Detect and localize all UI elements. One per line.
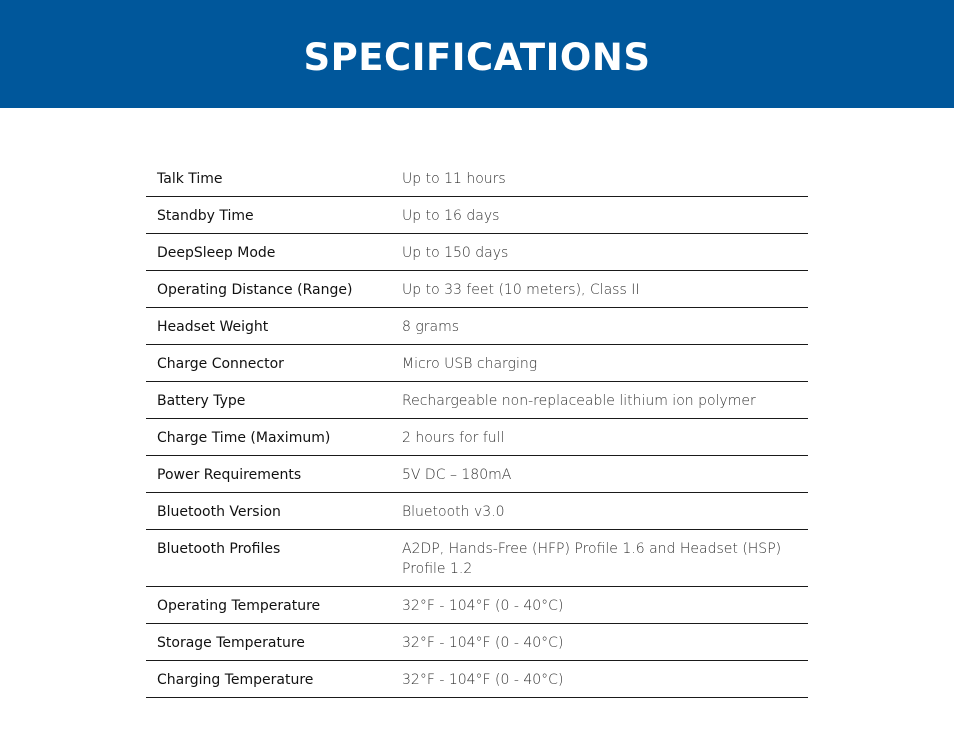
spec-value: 32°F - 104°F (0 - 40°C) xyxy=(402,598,564,614)
spec-value: 32°F - 104°F (0 - 40°C) xyxy=(402,672,564,688)
spec-label: Battery Type xyxy=(157,393,246,409)
spec-row-standby-time xyxy=(146,197,808,234)
spec-row-bluetooth-version xyxy=(146,493,808,530)
spec-value: Up to 11 hours xyxy=(402,171,506,187)
spec-value: 8 grams xyxy=(402,319,460,335)
spec-row-talk-time xyxy=(146,162,808,197)
spec-row-operating-distance xyxy=(146,271,808,308)
spec-label: Charging Temperature xyxy=(157,672,314,688)
spec-value: Up to 150 days xyxy=(402,245,509,261)
spec-row-charging-temperature xyxy=(146,661,808,698)
spec-value: 2 hours for full xyxy=(402,430,505,446)
spec-value: Up to 16 days xyxy=(402,208,500,224)
spec-value: Bluetooth v3.0 xyxy=(402,504,505,520)
spec-label: Standby Time xyxy=(157,208,254,224)
spec-label: Charge Time (Maximum) xyxy=(157,430,331,446)
spec-label: DeepSleep Mode xyxy=(157,245,276,261)
header-banner xyxy=(0,0,954,108)
spec-row-charge-time xyxy=(146,419,808,456)
spec-table xyxy=(146,162,808,698)
spec-label: Bluetooth Version xyxy=(157,504,281,520)
spec-row-headset-weight xyxy=(146,308,808,345)
spec-label: Power Requirements xyxy=(157,467,302,483)
spec-value: Micro USB charging xyxy=(402,356,538,372)
spec-label: Headset Weight xyxy=(157,319,269,335)
spec-label: Charge Connector xyxy=(157,356,284,372)
spec-value: A2DP, Hands-Free (HFP) Profile 1.6 and Headset (HSP) Profile 1.2 xyxy=(402,541,782,577)
spec-value: 32°F - 104°F (0 - 40°C) xyxy=(402,635,564,651)
spec-row-bluetooth-profiles xyxy=(146,530,808,587)
spec-row-charge-connector xyxy=(146,345,808,382)
spec-label: Talk Time xyxy=(157,171,223,187)
spec-label: Operating Distance (Range) xyxy=(157,282,353,298)
spec-row-storage-temperature xyxy=(146,624,808,661)
spec-value: 5V DC – 180mA xyxy=(402,467,512,483)
spec-value: Up to 33 feet (10 meters), Class II xyxy=(402,282,640,298)
page-title: SPECIFICATIONS xyxy=(303,35,651,79)
spec-row-power-requirements xyxy=(146,456,808,493)
spec-row-operating-temperature xyxy=(146,587,808,624)
spec-label: Bluetooth Profiles xyxy=(157,541,281,557)
spec-label: Operating Temperature xyxy=(157,598,321,614)
spec-row-battery-type xyxy=(146,382,808,419)
spec-value: Rechargeable non-replaceable lithium ion polymer xyxy=(402,393,756,409)
spec-label: Storage Temperature xyxy=(157,635,305,651)
spec-row-deepsleep-mode xyxy=(146,234,808,271)
